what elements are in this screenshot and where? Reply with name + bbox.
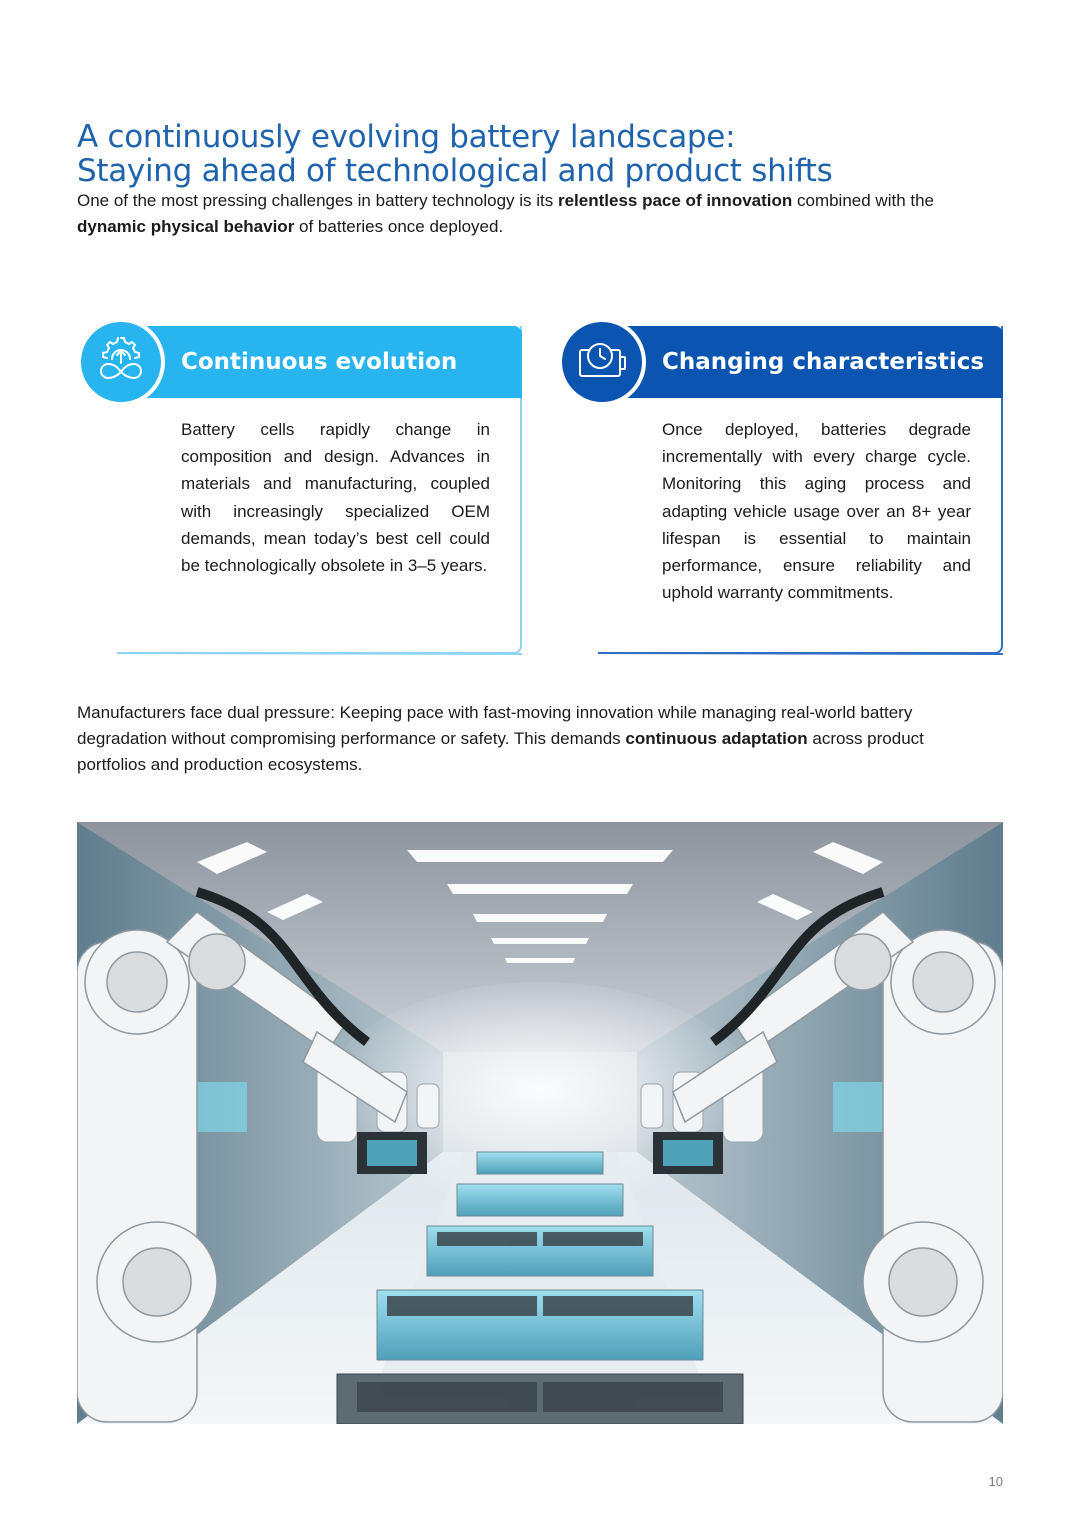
card-title: Changing characteristics bbox=[662, 349, 985, 375]
intro-bold-1: relentless pace of innovation bbox=[557, 191, 793, 210]
card-body: Once deployed, batteries degrade incrementally with every charge cycle. Monitoring this aging process and adapting vehicle usage over an 8+ year lifespan is essential to maintain performance, ensure reliability and uphold warranty commitments. bbox=[662, 420, 971, 603]
factory-robots-photo bbox=[77, 822, 1003, 1424]
icon-badge bbox=[77, 318, 165, 406]
card-changing-characteristics bbox=[558, 326, 1003, 653]
intro-text-3: of batteries once deployed. bbox=[294, 217, 504, 236]
intro-bold-2: dynamic physical behavior bbox=[77, 217, 295, 236]
page-title-line-1: A continuously evolving battery landscape: bbox=[77, 119, 736, 155]
intro-text-2: combined with the bbox=[792, 191, 935, 210]
card-body: Battery cells rapidly change in composition and design. Advances in materials and manufacturing, coupled with increasingly specialized OEM demands, mean today’s best cell could be technologically obsolete in 3–5 years. bbox=[181, 420, 490, 576]
summary-text-2: across product portfolios and production ecosystems. bbox=[77, 728, 924, 774]
page-title bbox=[77, 120, 833, 188]
summary-bold: continuous adaptation bbox=[625, 728, 808, 748]
icon-badge bbox=[558, 318, 646, 406]
summary-text-1: Manufacturers face dual pressure: Keeping pace with fast-moving innovation while managing real-world battery degradation without compromising performance or safety. This demands bbox=[77, 703, 913, 748]
summary-paragraph bbox=[77, 700, 977, 777]
gear-infinity-icon bbox=[81, 322, 161, 402]
card-bottom-line bbox=[598, 653, 1003, 655]
intro-paragraph bbox=[77, 188, 1007, 240]
page-title-line-2: Staying ahead of technological and product shifts bbox=[77, 153, 833, 189]
page-number: 10 bbox=[988, 1474, 1003, 1489]
battery-clock-icon bbox=[562, 322, 642, 402]
card-continuous-evolution bbox=[77, 326, 522, 653]
intro-text-1: One of the most pressing challenges in battery technology is its bbox=[77, 191, 558, 210]
card-bottom-line bbox=[117, 653, 522, 655]
card-title: Continuous evolution bbox=[181, 349, 458, 375]
